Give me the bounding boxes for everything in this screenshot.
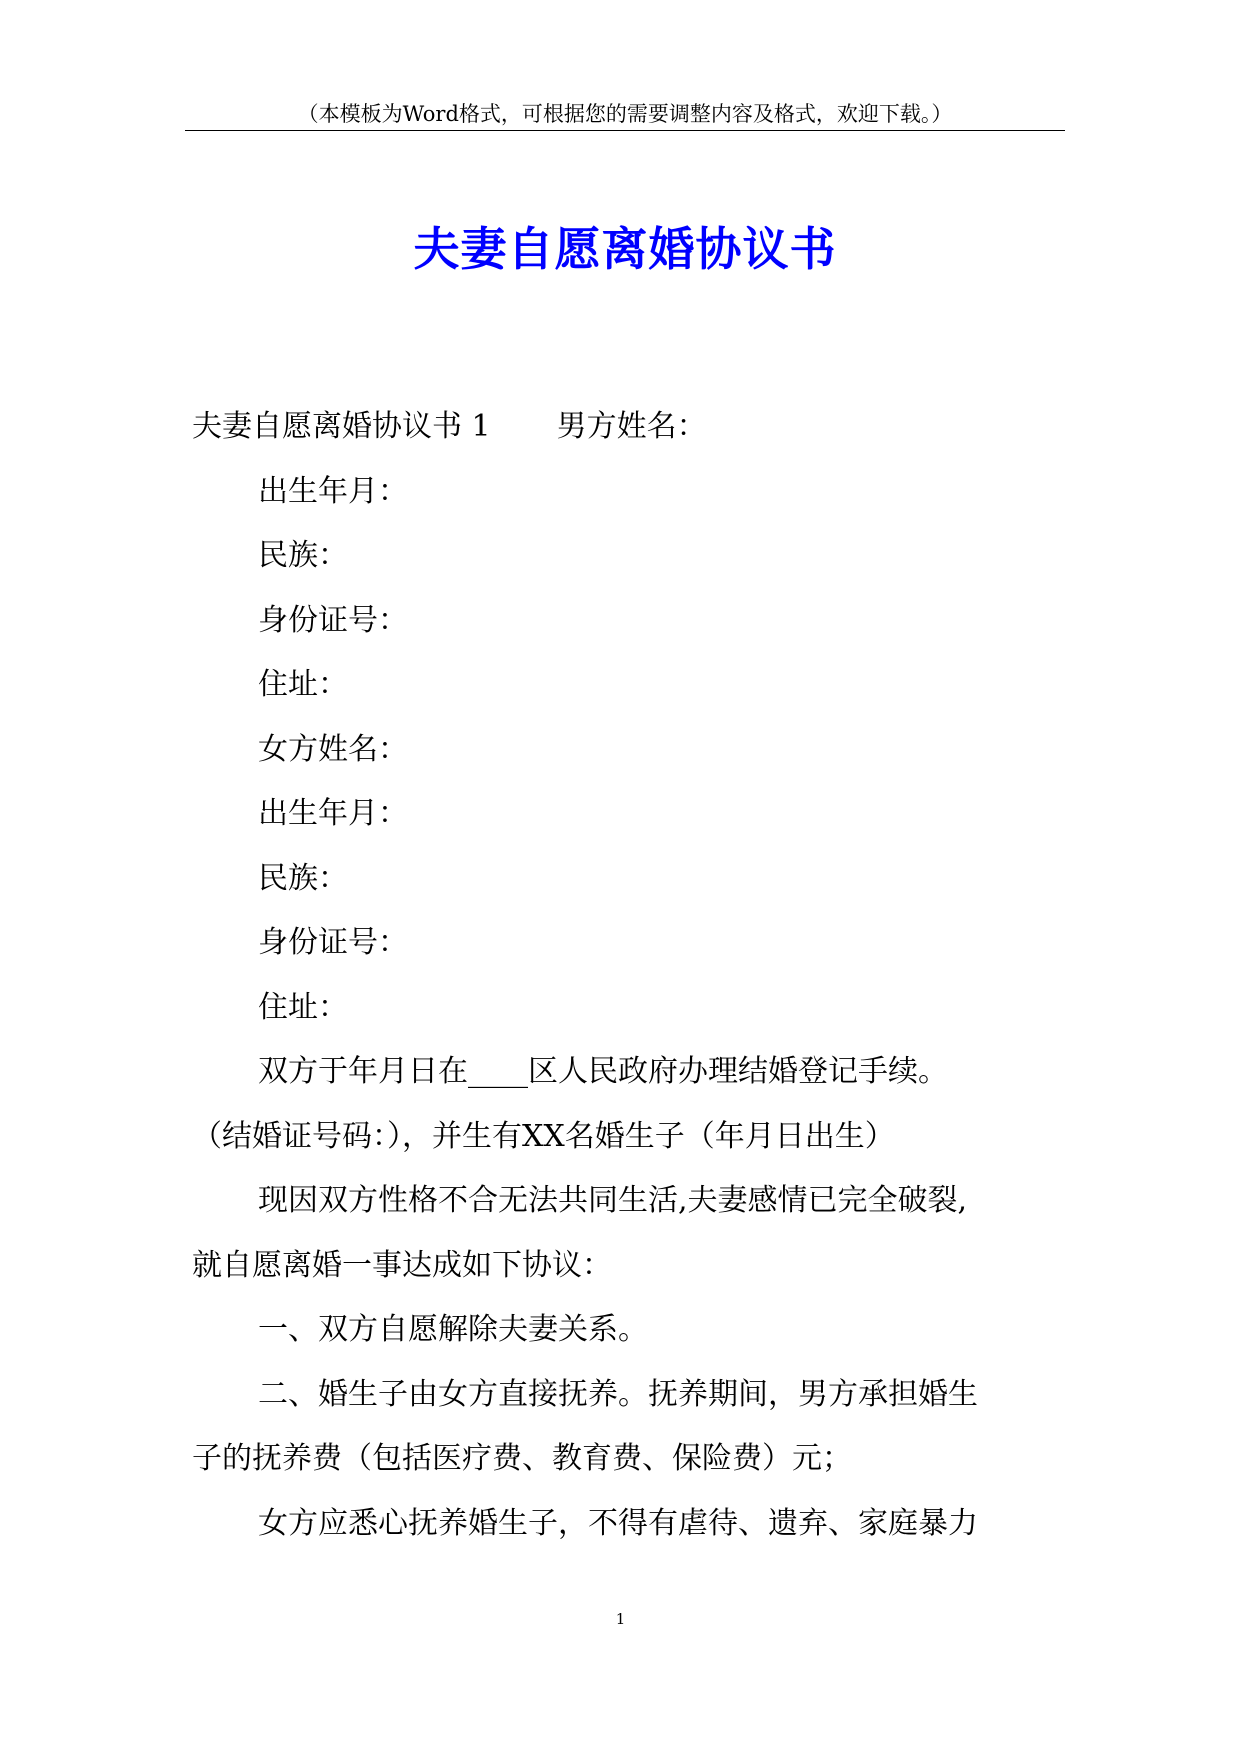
document-body <box>192 395 1062 1556</box>
female-id-field: 身份证号： <box>258 925 408 960</box>
clause-two-line1: 二、婚生子由女方直接抚养。抚养期间，男方承担婚生 <box>258 1376 978 1412</box>
male-name-field: 男方姓名： <box>556 409 707 444</box>
document-title: 夫妻自愿离婚协议书 <box>413 222 837 276</box>
male-id-field: 身份证号： <box>258 602 408 638</box>
female-birth-field: 出生年月： <box>258 796 408 831</box>
male-ethnicity-field: 民族： <box>258 538 348 573</box>
clause-two-line2: 子的抚养费（包括医疗费、教育费、保险费）元； <box>192 1441 852 1476</box>
female-ethnicity-field: 民族： <box>258 860 348 896</box>
page-number: 1 <box>615 1610 626 1628</box>
marriage-paragraph-line1: 双方于年月日在____区人民政府办理结婚登记手续。 <box>258 1054 948 1089</box>
female-name-field: 女方姓名： <box>258 731 408 767</box>
first-line <box>192 395 1062 460</box>
male-birth-field: 出生年月： <box>258 473 408 509</box>
header-note: （本模板为Word格式，可根据您的需要调整内容及格式，欢迎下载。） <box>297 102 953 126</box>
male-address-field: 住址： <box>258 667 348 702</box>
section-heading: 夫妻自愿离婚协议书 1 <box>192 409 491 444</box>
reason-paragraph-line2: 就自愿离婚一事达成如下协议： <box>192 1247 612 1283</box>
reason-paragraph-line1: 现因双方性格不合无法共同生活,夫妻感情已完全破裂, <box>258 1183 968 1218</box>
clause-three-line1: 女方应悉心抚养婚生子，不得有虐待、遗弃、家庭暴力 <box>258 1505 978 1541</box>
female-address-field: 住址： <box>258 989 348 1025</box>
marriage-paragraph-line2: （结婚证号码：），并生有XX名婚生子（年月日出生） <box>192 1118 895 1154</box>
clause-one: 一、双方自愿解除夫妻关系。 <box>258 1312 648 1347</box>
header-divider <box>185 130 1065 131</box>
